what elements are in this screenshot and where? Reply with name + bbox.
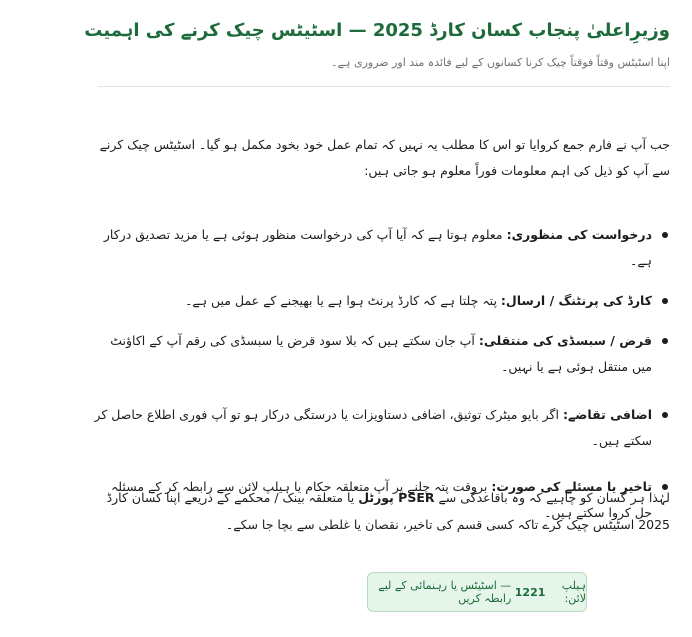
conclusion-text-start: لہٰذا ہر کسان کو چاہیے کہ وہ باقاعدگی سے xyxy=(438,490,670,505)
list-item xyxy=(90,328,670,380)
conclusion-paragraph xyxy=(90,484,670,538)
intro-paragraph: جب آپ نے فارم جمع کروایا تو اس کا مطلب یہ نہیں کہ تمام عمل خود بخود مکمل ہو گیا۔ اسٹیٹس چیک کرنے سے آپ کو ذیل کی اہم معلومات فوراً معلوم ہو جاتی ہیں: xyxy=(99,137,670,178)
conclusion-text-end: یا متعلقہ بینک / محکمے کے ذریعے اپنا کسان کارڈ 2025 اسٹیٹس چیک کرے تاکہ کسی قسم کی تاخیر، نقصان یا غلطی سے بچا جا سکے۔ xyxy=(106,490,670,532)
title-divider xyxy=(98,86,670,87)
bullet-icon xyxy=(662,298,668,304)
helpline-number[interactable]: 1221 xyxy=(514,585,546,599)
list-item xyxy=(90,402,670,454)
point-text: آپ جان سکتے ہیں کہ بلا سود قرض یا سبسڈی کی رقم آپ کے اکاؤنٹ میں منتقل ہوئی ہے یا نہیں۔ xyxy=(110,333,652,374)
list-item xyxy=(90,288,670,314)
list-item xyxy=(90,222,670,274)
point-text: معلوم ہوتا ہے کہ آیا آپ کی درخواست منظور ہوئی ہے یا مزید تصدیق درکار ہے۔ xyxy=(103,227,652,268)
page-subtitle: اپنا اسٹیٹس وقتاً فوقتاً چیک کرنا کسانوں کے لیے فائدہ مند اور ضروری ہے۔ xyxy=(331,56,670,69)
bullet-icon xyxy=(662,338,668,344)
point-label: تاخیر یا مسئلے کی صورت: xyxy=(491,479,652,494)
point-label: اضافی تقاضے: xyxy=(562,407,652,422)
point-label: کارڈ کی پرنٹنگ / ارسال: xyxy=(500,293,652,308)
bullet-icon xyxy=(662,412,668,418)
bullet-icon xyxy=(662,232,668,238)
point-text: بروقت پتہ چلنے پر آپ متعلقہ حکام یا ہیلپ لائن سے رابطہ کر کے مسئلہ حل کروا سکتے ہیں۔ xyxy=(110,479,652,520)
helpline-prefix: ہیلپ لائن: xyxy=(561,579,586,605)
point-text: پتہ چلتا ہے کہ کارڈ پرنٹ ہوا ہے یا بھیجنے کے عمل میں ہے۔ xyxy=(185,293,497,308)
page-title: وزیرِاعلیٰ پنجاب کسان کارڈ 2025 — اسٹیٹس چیک کرنے کی اہمیت xyxy=(84,20,670,41)
helpline-text: — اسٹیٹس یا رہنمائی کے لیے رابطہ کریں xyxy=(378,579,512,605)
point-text: اگر بایو میٹرک توثیق، اضافی دستاویزات یا درستگی درکار ہو تو آپ فوری اطلاع حاصل کر سکتے ہیں۔ xyxy=(94,407,652,448)
pser-portal-name: PSER پورٹل xyxy=(358,490,435,505)
point-label: قرض / سبسڈی کی منتقلی: xyxy=(478,333,652,348)
point-label: درخواست کی منظوری: xyxy=(506,227,652,242)
helpline-box xyxy=(367,572,587,612)
